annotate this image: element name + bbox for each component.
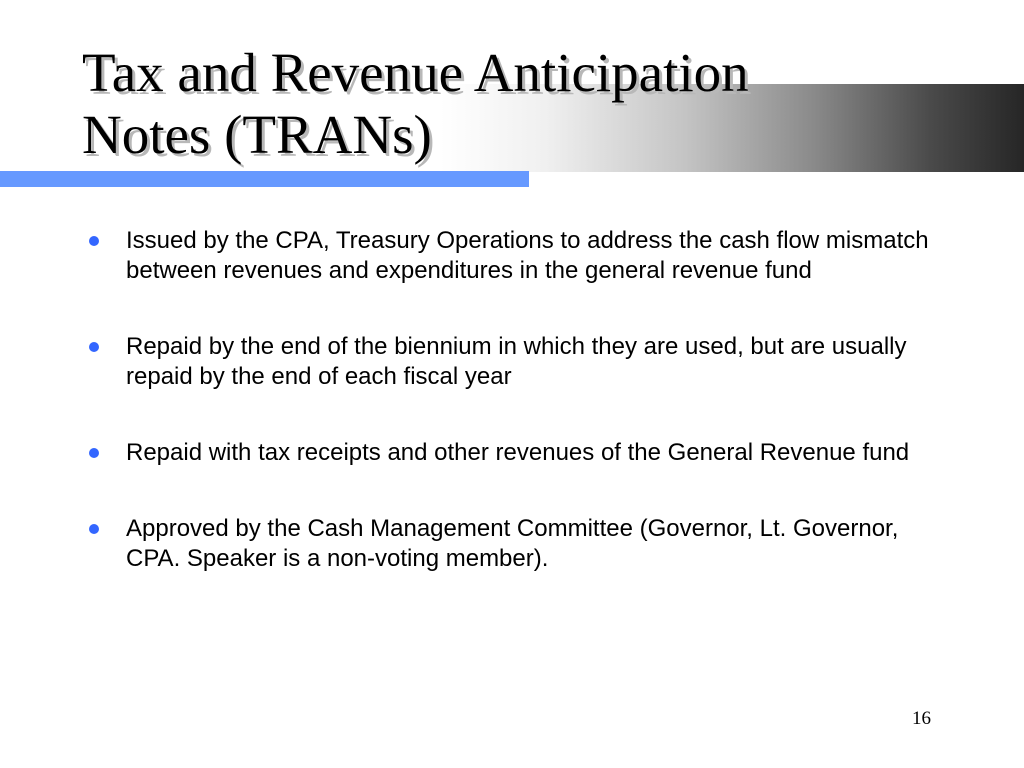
page-number: 16 [912, 708, 931, 729]
bullet-icon [89, 524, 99, 534]
bullet-text: Issued by the CPA, Treasury Operations to address the cash flow mismatch between revenues and expenditures in the general revenue fund [126, 227, 929, 284]
bullet-item [88, 332, 948, 392]
bullet-text: Repaid by the end of the biennium in which they are used, but are usually repaid by the end of each fiscal year [126, 333, 907, 390]
title-line-2: Notes (TRANs) [82, 104, 432, 165]
bullet-icon [89, 236, 99, 246]
title-line-1: Tax and Revenue Anticipation [82, 42, 749, 103]
bullet-list [88, 226, 948, 574]
bullet-icon [89, 448, 99, 458]
bullet-icon [89, 342, 99, 352]
bullet-item [88, 514, 948, 574]
slide-title [82, 42, 982, 166]
header-accent-bar [0, 171, 529, 187]
bullet-item [88, 438, 948, 468]
bullet-text: Approved by the Cash Management Committee (Governor, Lt. Governor, CPA. Speaker is a non-voting member). [126, 515, 899, 572]
bullet-item [88, 226, 948, 286]
bullet-text: Repaid with tax receipts and other revenues of the General Revenue fund [126, 439, 910, 466]
